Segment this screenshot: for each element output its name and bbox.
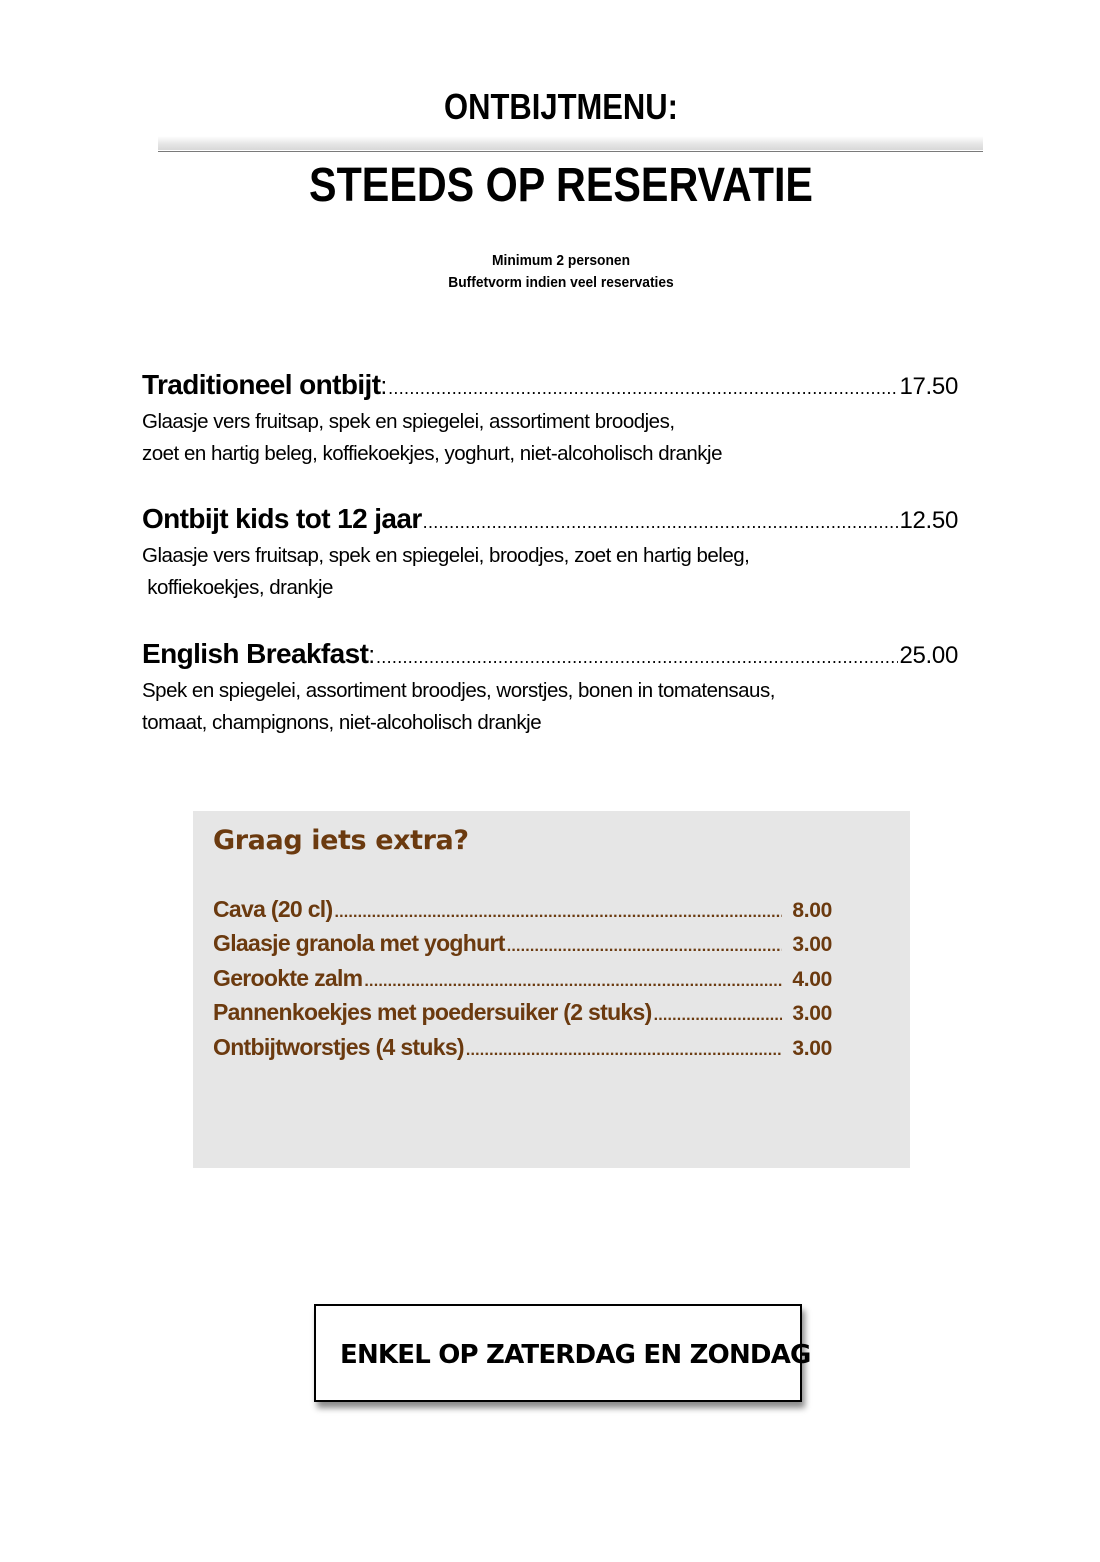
dot-leader [423, 512, 899, 533]
extras-title: Graag iets extra? [213, 825, 469, 856]
note-minimum-persons: Minimum 2 personen [491, 252, 631, 269]
page-subtitle: STEEDS OP RESERVATIE [309, 159, 813, 212]
dot-leader [388, 378, 898, 399]
menu-item-header [142, 369, 958, 403]
dot-leader [364, 973, 782, 991]
title-divider [158, 151, 983, 152]
extras-item [213, 896, 832, 923]
extras-panel [193, 811, 910, 1168]
weekend-notice-text: ENKEL OP ZATERDAG EN ZONDAG [340, 1340, 811, 1370]
description-line: zoet en hartig beleg, koffiekoekjes, yoghurt, niet-alcoholisch drankje [142, 441, 722, 465]
menu-item-price: 17.50 [899, 373, 958, 400]
menu-item-price: 12.50 [899, 507, 958, 534]
menu-item [142, 503, 958, 603]
description-line: Glaasje vers fruitsap, spek en spiegelei, broodjes, zoet en hartig beleg, [142, 544, 750, 567]
menu-item [142, 638, 958, 738]
menu-item-separator: : [380, 373, 388, 400]
page-title: ONTBIJTMENU: [444, 86, 678, 127]
extras-item [213, 930, 832, 957]
extras-item-name: Glaasje granola met yoghurt [213, 930, 505, 956]
extras-item-price: 4.00 [792, 968, 832, 991]
menu-item-description [142, 675, 958, 738]
description-line: Glaasje vers fruitsap, spek en spiegelei, assortiment broodjes, [142, 410, 675, 433]
dot-leader [654, 1007, 783, 1025]
menu-item [142, 369, 958, 469]
menu-item-price: 25.00 [899, 642, 958, 669]
extras-item [213, 965, 832, 992]
extras-item-name: Cava (20 cl) [213, 896, 333, 922]
menu-item-description [142, 406, 958, 469]
description-line: Spek en spiegelei, assortiment broodjes, worstjes, bonen in tomatensaus, [142, 679, 775, 702]
menu-item-header [142, 503, 958, 537]
dot-leader [507, 938, 783, 956]
dot-leader [334, 904, 782, 922]
menu-item-header [142, 638, 958, 672]
extras-item-price: 3.00 [792, 933, 832, 956]
extras-item [213, 1034, 832, 1061]
description-line: tomaat, champignons, niet-alcoholisch drankje [142, 710, 542, 734]
extras-item-name: Ontbijtworstjes (4 stuks) [213, 1034, 464, 1060]
dot-leader [466, 1042, 782, 1060]
extras-item-price: 3.00 [792, 1037, 832, 1060]
menu-item-name: Traditioneel ontbijt [142, 369, 381, 400]
title-divider-shadow [158, 136, 983, 150]
extras-item-name: Pannenkoekjes met poedersuiker (2 stuks) [213, 999, 652, 1025]
note-buffet: Buffetvorm indien veel reservaties [448, 274, 674, 291]
menu-item-name: Ontbijt kids tot 12 jaar [142, 503, 422, 534]
extras-item-price: 3.00 [792, 1002, 832, 1025]
weekend-notice-box [314, 1304, 811, 1402]
description-line: koffiekoekjes, drankje [142, 575, 333, 599]
menu-item-name: English Breakfast [142, 638, 369, 669]
menu-item-description [142, 540, 958, 603]
extras-item [213, 999, 832, 1026]
menu-item-separator: : [368, 642, 375, 669]
extras-item-name: Gerookte zalm [213, 965, 363, 991]
dot-leader [376, 647, 898, 668]
extras-item-price: 8.00 [792, 899, 832, 922]
